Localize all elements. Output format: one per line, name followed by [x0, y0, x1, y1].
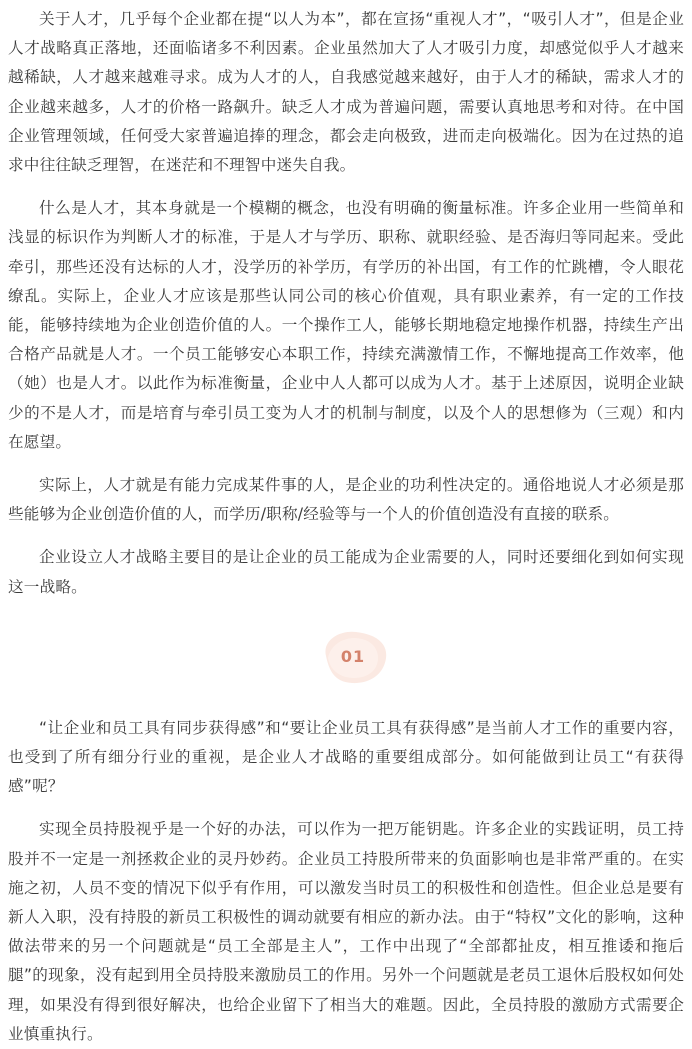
- paragraph-5: “让企业和员工具有同步获得感”和“要让企业员工具有获得感”是当前人才工作的重要内容，也受到了所有细分行业的重视，是企业人才战略的重要组成部分。如何能做到让员工“有获得感”呢？: [8, 718, 684, 796]
- paragraph-6: 实现全员持股视乎是一个好的办法，可以作为一把万能钥匙。许多企业的实践证明，员工持股并不一定是一剂拯救企业的灵丹妙药。企业员工持股所带来的负面影响也是非常严重的。在实施之初，人员不变的情况下似乎有作用，可以激发当时员工的积极性和创造性。但企业总是要有新人入职，没有持股的新员工积极性的调动就要有相应的新办法。由于“特权”文化的影响，这种做法带来的另一个问题就是“员工全部是主人”，工作中出现了“全部都扯皮，相互推诿和拖后腿”的现象，没有起到用全员持股来激励员工的作用。另外一个问题就是老员工退休后股权如何处理，如果没有得到很好解决，也给企业留下了相当大的难题。因此，全员持股的激励方式需要企业慎重执行。: [8, 820, 684, 1043]
- paragraph-2: 什么是人才，其本身就是一个模糊的概念，也没有明确的衡量标准。许多企业用一些简单和浅显的标识作为判断人才的标准，于是人才与学历、职称、就职经验、是否海归等同起来。受此牵引，那些还没有达标的人才，没学历的补学历，有学历的补出国，有工作的忙跳槽，令人眼花缭乱。实际上，企业人才应该是那些认同公司的核心价值观，具有职业素养，有一定的工作技能，能够持续地为企业创造价值的人。一个操作工人，能够长期地稳定地操作机器，持续生产出合格产品就是人才。一个员工能够安心本职工作，持续充满激情工作，不懈地提高工作效率，他（她）也是人才。以此作为标准衡量，企业中人人都可以成为人才。基于上述原因，说明企业缺少的不是人才，而是培育与牵引员工变为人才的机制与制度，以及个人的思想修为（三观）和内在愿望。: [8, 199, 684, 451]
- paragraph-1: 关于人才，几乎每个企业都在提“以人为本”，都在宣扬“重视人才”，“吸引人才”，但是企业人才战略真正落地，还面临诸多不利因素。企业虽然加大了人才吸引力度，却感觉似乎人才越来越稀缺，人才越来越难寻求。成为人才的人，自我感觉越来越好，由于人才的稀缺，需求人才的企业越来越多，人才的价格一路飙升。缺乏人才成为普遍问题，需要认真地思考和对待。在中国企业管理领域，任何受大家普遍追捧的理念，都会走向极致，进而走向极端化。因为在过热的追求中往往缺乏理智，在迷茫和不理智中迷失自我。: [8, 10, 684, 175]
- section-number: 01: [340, 646, 366, 666]
- paragraph-3: 实际上，人才就是有能力完成某件事的人，是企业的功利性决定的。通俗地说人才必须是那些能够为企业创造价值的人，而学历/职称/经验等与一个人的价值创造没有直接的联系。: [8, 476, 684, 524]
- section-marker: [8, 602, 684, 714]
- article-body: [8, 5, 684, 1049]
- section-number-badge: [316, 628, 390, 686]
- paragraph-4: 企业设立人才战略主要目的是让企业的员工能成为企业需要的人，同时还要细化到如何实现这一战略。: [8, 548, 684, 596]
